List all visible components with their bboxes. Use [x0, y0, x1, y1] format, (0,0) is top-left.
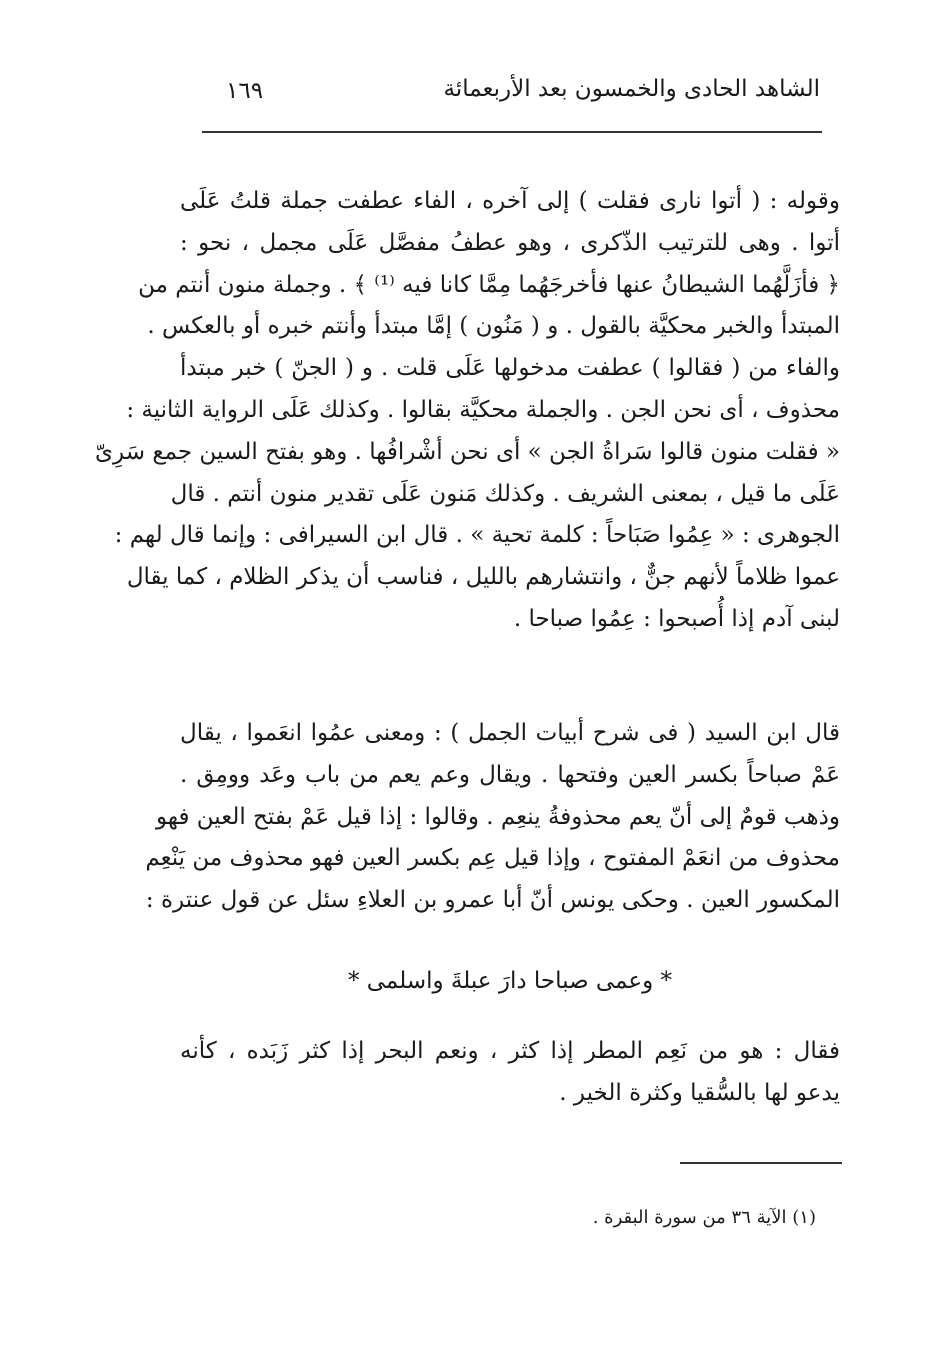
text-line: فقال : هو من نَعِم المطر إذا كثر ، ونعم البحر إذا كثر زَبَده ، كأنه	[180, 1038, 840, 1064]
text-line: وذهب قومٌ إلى أنّ يعم محذوفةُ ينعِم . وقالوا : إذا قيل عَمْ بفتح العين فهو	[155, 803, 840, 830]
paragraph-3	[180, 1031, 840, 1115]
text-line: ﴿ فأزَلَّهُما الشيطانُ عنها فأخرجَهُما مِمَّا كانا فيه ⁽¹⁾ ﴾ . وجملة منون أنتم من	[138, 271, 840, 298]
text-line: لبنى آدم إذا أُصبحوا : عِمُوا صباحا .	[513, 605, 840, 632]
text-line: المكسور العين . وحكى يونس أنّ أبا عمرو بن العلاءِ سئل عن قول عنترة :	[145, 887, 840, 914]
text-line: المبتدأ والخبر محكيَّة بالقول . و ( مَنُون ) إمَّا مبتدأ وأنتم خبره أو بالعكس .	[147, 313, 840, 340]
text-line: والفاء من ( فقالوا ) عطفت مدخولها عَلَى قلت . و ( الجنّ ) خبر مبتدأ	[180, 355, 840, 382]
text-line: محذوف من انعَمْ المفتوح ، وإذا قيل عِم بكسر العين فهو محذوف من يَنْعِم	[145, 845, 840, 872]
paragraph-1	[95, 181, 840, 641]
text-line: عموا ظلاماً لأنهم جنٌّ ، وانتشارهم بالليل ، فناسب أن يذكر الظلام ، كما يقال	[126, 564, 840, 591]
page-number: ١٦٩	[226, 78, 264, 104]
text-line: يدعو لها بالسُّقيا وكثرة الخير .	[559, 1079, 840, 1106]
running-header-title: الشاهد الحادى والخمسون بعد الأربعمائة	[443, 76, 820, 102]
footnote-divider	[680, 1162, 842, 1164]
text-line: أتوا . وهى للترتيب الذّكرى ، وهو عطفُ مفصَّل عَلَى مجمل ، نحو :	[180, 229, 840, 256]
text-line: عَلَى ما قيل ، بمعنى الشريف . وكذلك مَنون عَلَى تقدير منون أنتم . قال	[170, 480, 840, 507]
text-line: عَمْ صباحاً بكسر العين وفتحها . ويقال وعم يعم من باب وعَد وومِق .	[180, 761, 840, 788]
text-line: وقوله : ( أتوا نارى فقلت ) إلى آخره ، الفاء عطفت جملة قلتُ عَلَى	[180, 188, 840, 214]
text-line: قال ابن السيد ( فى شرح أبيات الجمل ) : ومعنى عمُوا انعَموا ، يقال	[180, 720, 840, 746]
header-divider	[202, 131, 822, 133]
text-line: الجوهرى : « عِمُوا صَبَاحاً : كلمة تحية » . قال ابن السيرافى : وإنما قال لهم :	[114, 522, 840, 549]
text-line: محذوف ، أى نحن الجن . والجملة محكيَّة بقالوا . وكذلك عَلَى الرواية الثانية :	[126, 396, 840, 423]
text-line: « فقلت منون قالوا سَراةُ الجن » أى نحن أشْرافُها . وهو بفتح السين جمع سَرِىّ	[95, 438, 840, 465]
verse-line: * وعمى صباحا دارَ عبلةَ واسلمى *	[347, 968, 673, 994]
paragraph-2	[145, 713, 840, 922]
footnote: (١) الآية ٣٦ من سورة البقرة .	[592, 1207, 816, 1228]
